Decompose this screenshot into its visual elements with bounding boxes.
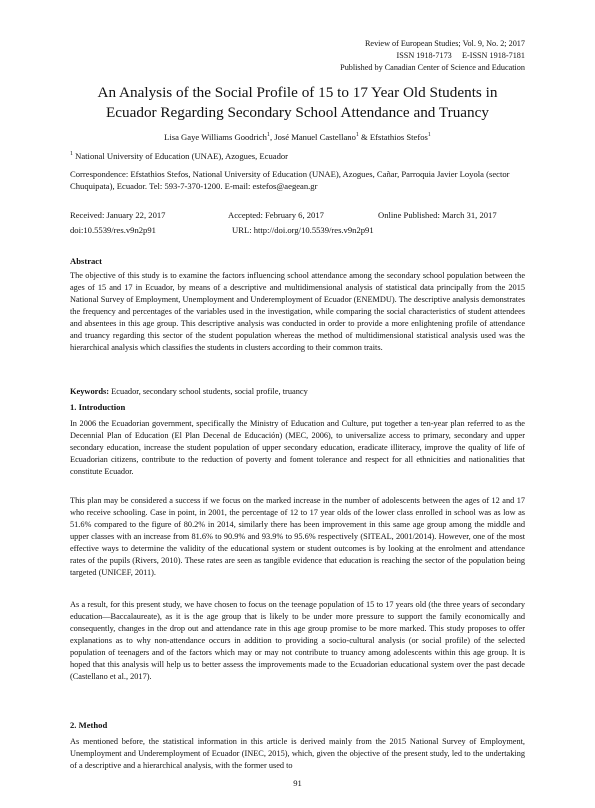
intro-paragraph-1: In 2006 the Ecuadorian government, specifically the Ministry of Education and Culture, put together a ten-year plan referred to as the Decennial Plan of Education (El Plan Decenal de Educación) (MEC, 2006), to universalize access to primary, secondary and upper secondary education, increase the student population of upper secondary education, eradicate illiteracy, improve the quality of life of Ecuadorian citizens, contribute to the reduction of poverty and foment tolerance and respect for all ethnicities and nationalities that constitute Ecuador. — [70, 419, 525, 477]
correspondence: Correspondence: Efstathios Stefos, National University of Education (UNAE), Azogues, Cañar, Parroquia Javier Loyola (sector Chuquipata), Ecuador. Tel: 593-7-370-1200. E-mail: estefos@aegean.gr — [70, 169, 510, 192]
title-line-1: An Analysis of the Social Profile of 15 to 17 Year Old Students in — [97, 84, 498, 101]
issn-line: ISSN 1918-7173 E-ISSN 1918-7181 — [396, 51, 525, 61]
keywords-text: Ecuador, secondary school students, social profile, truancy — [109, 387, 308, 396]
affiliation-marker: 1 — [266, 132, 270, 139]
doi-url[interactable]: URL: http://doi.org/10.5539/res.v9n2p91 — [232, 225, 374, 235]
publisher-line: Published by Canadian Center of Science and Education — [340, 63, 525, 73]
author-name: Efstathios Stefos — [369, 132, 428, 142]
keywords — [70, 387, 308, 396]
author-separator: & — [358, 132, 370, 142]
affiliation-text: National University of Education (UNAE), Azogues, Ecuador — [73, 151, 289, 161]
affiliation-marker: 1 — [70, 151, 73, 158]
author-separator: , — [269, 132, 275, 142]
affiliation — [70, 151, 288, 161]
method-paragraph-1: As mentioned before, the statistical information in this article is derived mainly from the 2015 National Survey of Employment, Unemployment and Underemployment of Ecuador (INEC, 2015), which, given the objective of the present study, led to the undertaking of a descriptive and a hierarchical analysis, with the former used to — [70, 737, 525, 771]
abstract-text: The objective of this study is to examine the factors influencing school attendance among the secondary school population between the ages of 15 and 17 in Ecuador, by means of a descriptive and multidimensional analysis of statistical data principally from the 2015 National Survey of Employment, Unemployment and Underemployment of Ecuador (ENEMDU). The descriptive analysis demonstrates the frequency and percentages of the variables used in the investigation, while comparing the social characteristics of student attendees and absentees in this age group. This descriptive analysis was conducted in order to provide a more enlightening profile of attendance and truancy regarding this sector of the student population whereas the method of multidimensional statistical analysis used was the hierarchical analysis which classifies the students in clusters according to their common traits. — [70, 271, 525, 353]
author-list — [60, 132, 535, 142]
keywords-label: Keywords: — [70, 387, 110, 396]
received-date: Received: January 22, 2017 — [70, 210, 166, 220]
accepted-date: Accepted: February 6, 2017 — [228, 210, 324, 220]
online-published-date: Online Published: March 31, 2017 — [378, 210, 497, 220]
author-name: José Manuel Castellano — [274, 132, 356, 142]
journal-citation: Review of European Studies; Vol. 9, No. 2; 2017 — [364, 39, 525, 48]
doi[interactable]: doi:10.5539/res.v9n2p91 — [70, 225, 156, 235]
abstract-heading: Abstract — [70, 256, 102, 266]
intro-paragraph-3: As a result, for this present study, we have chosen to focus on the teenage population of 15 to 17 years old (the three years of secondary education—Baccalaureate), as it is the age group that is likely to be under more pressure to support the family economically and consequently, changes in the drop out and attendance rate in this age group promise to be more marked. This study proposes to offer explanations as to why non-attendance occurs in addition to providing a socio-cultural analysis (or social profile) of the selected population of teenagers and of the factors which may or may not contribute to truancy among adolescents within this age group. It is hoped that this analysis will help us to better assess the improvements made to the Ecuadorian educational system over the past decade (Castellano et al., 2017). — [70, 600, 525, 682]
author-name: Lisa Gaye Williams Goodrich — [164, 132, 267, 142]
intro-paragraph-2: This plan may be considered a success if we focus on the marked increase in the number of adolescents between the ages of 12 and 17 who receive schooling. Case in point, in 2001, the percentage of 12 to 17 year olds of the lower class enrolled in school was as low as 51.6% compared to the figure of 80.2% in 2014, similarly there has been improvement in this same age group among the middle and upper classes with an increase from 81.6% to 90.9% and 93.9% to 95.6% respectively (SITEAL, 2001/2014). However, one of the most effective ways to determine the validity of the educational system or student outcomes is by looking at the enrolment and attendance rates of the pupils (Rivers, 2010). These rates are seen as tangible evidence that education is reaching the sector of the population being targeted (UNICEF, 2011). — [70, 496, 525, 578]
section-heading-introduction: 1. Introduction — [70, 402, 126, 412]
journal-masthead — [340, 38, 525, 74]
title-line-2: Ecuador Regarding Secondary School Attendance and Truancy — [106, 104, 489, 121]
page-number: 91 — [293, 778, 302, 788]
article-title — [60, 83, 535, 123]
affiliation-marker: 1 — [355, 132, 359, 139]
section-heading-method: 2. Method — [70, 720, 108, 730]
affiliation-marker: 1 — [427, 132, 431, 139]
